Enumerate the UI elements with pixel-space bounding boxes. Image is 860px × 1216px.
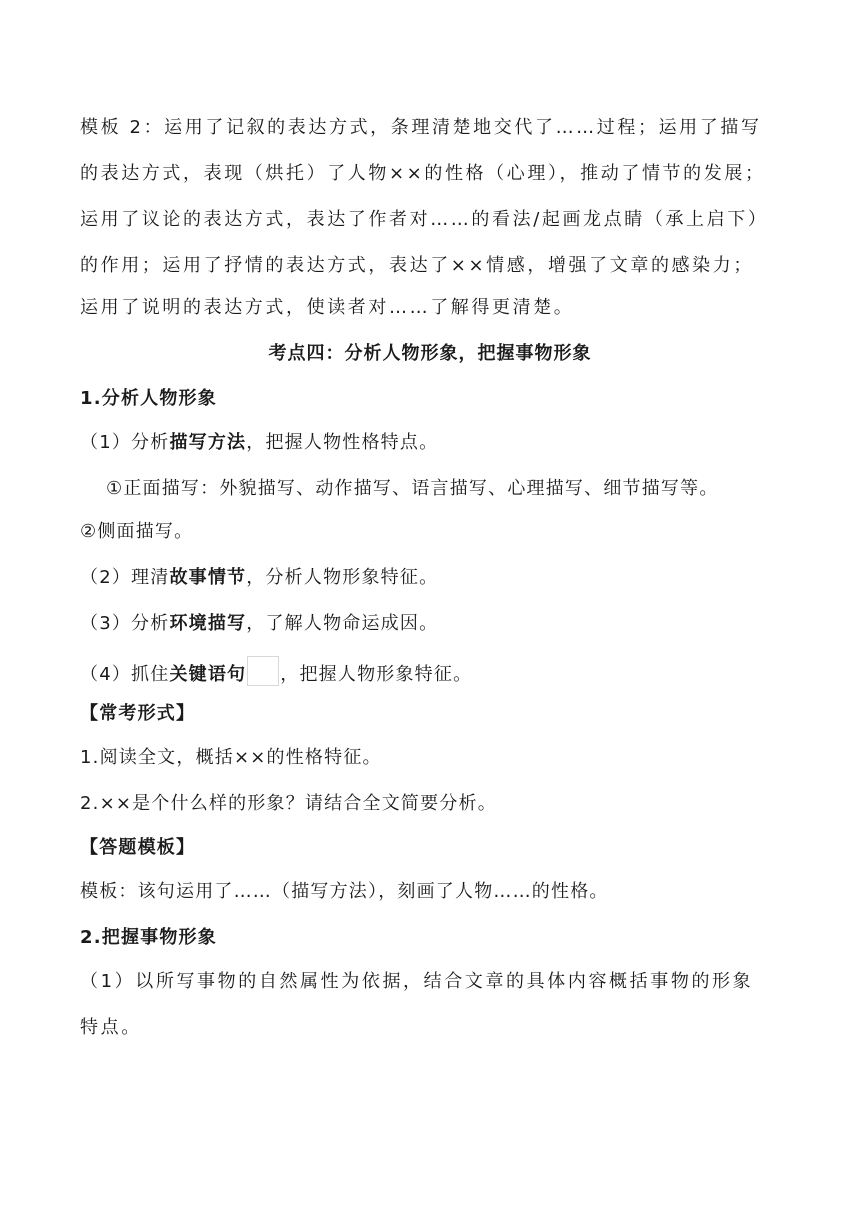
answer-template-text: 模板：该句运用了……（描写方法），刻画了人物……的性格。 xyxy=(80,881,609,902)
question-item: 1.阅读全文，概括××的性格特征。 xyxy=(80,747,382,768)
subheading-object: 2.把握事物形象 xyxy=(80,927,217,948)
item-suffix: ，把握人物形象特征。 xyxy=(280,664,473,685)
item-prefix: （4）抓住 xyxy=(80,664,170,685)
common-forms-title: 【常考形式】 xyxy=(80,703,196,724)
blank-box xyxy=(247,656,279,686)
item-keyword: 环境描写 xyxy=(169,613,247,634)
section-title: 考点四：分析人物形象，把握事物形象 xyxy=(268,343,592,364)
item-suffix: ，分析人物形象特征。 xyxy=(246,567,439,588)
list-item xyxy=(80,656,780,687)
paragraph-line: 运用了说明的表达方式，使读者对……了解得更清楚。 xyxy=(80,297,575,318)
item-keyword: 描写方法 xyxy=(169,432,247,453)
item-prefix: （3）分析 xyxy=(80,613,170,634)
list-item xyxy=(80,431,780,455)
item-prefix: （2）理清 xyxy=(80,567,170,588)
item-suffix: ，把握人物性格特点。 xyxy=(246,432,439,453)
sub-item-indirect-description: ②侧面描写。 xyxy=(80,521,194,542)
item-keyword: 关键语句 xyxy=(169,664,247,685)
paragraph-line: 特点。 xyxy=(80,1017,142,1038)
question-item: 2.××是个什么样的形象？请结合全文简要分析。 xyxy=(80,793,497,814)
paragraph-line: 模板 2：运用了记叙的表达方式，条理清楚地交代了……过程；运用了描写 xyxy=(80,117,762,138)
paragraph-line: （1）以所写事物的自然属性为依据，结合文章的具体内容概括事物的形象 xyxy=(80,971,754,992)
paragraph-line: 的表达方式，表现（烘托）了人物××的性格（心理），推动了情节的发展； xyxy=(80,163,766,184)
subheading-character: 1.分析人物形象 xyxy=(80,388,217,409)
item-prefix: （1）分析 xyxy=(80,432,170,453)
list-item xyxy=(80,566,780,590)
sub-item-direct-description: ①正面描写：外貌描写、动作描写、语言描写、心理描写、细节描写等。 xyxy=(106,478,719,499)
paragraph-line: 的作用；运用了抒情的表达方式，表达了××情感，增强了文章的感染力； xyxy=(80,255,754,276)
list-item xyxy=(80,612,780,636)
answer-template-title: 【答题模板】 xyxy=(80,837,196,858)
paragraph-line: 运用了议论的表达方式，表达了作者对……的看法/起画龙点睛（承上启下） xyxy=(80,209,769,230)
item-suffix: ，了解人物命运成因。 xyxy=(246,613,439,634)
item-keyword: 故事情节 xyxy=(169,567,247,588)
